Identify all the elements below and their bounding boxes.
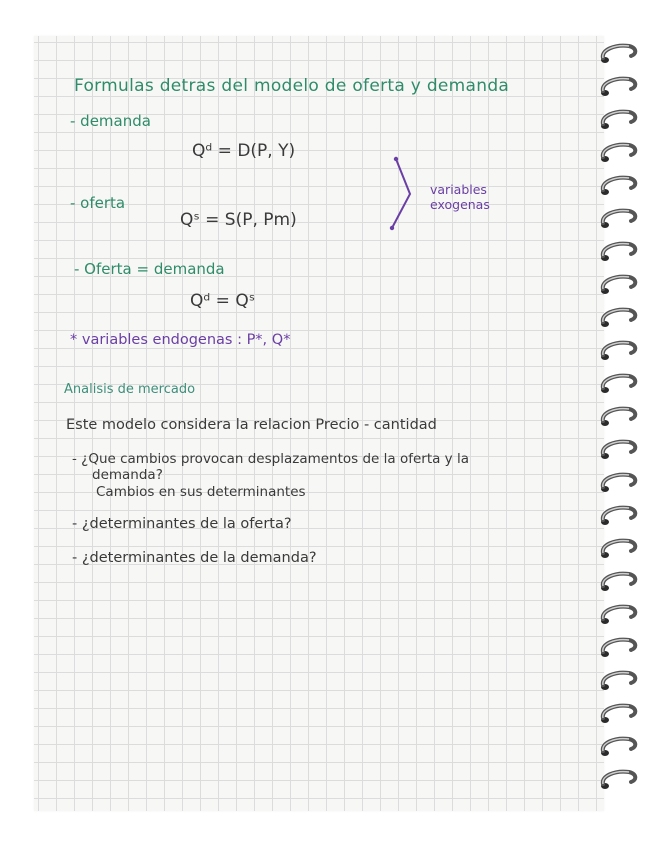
spiral-ring	[601, 409, 635, 426]
spiral-ring	[601, 706, 635, 723]
spiral-ring	[601, 376, 635, 393]
page-title: Formulas detras del modelo de oferta y demanda	[74, 76, 510, 96]
spiral-ring	[601, 79, 635, 96]
spiral-ring	[601, 244, 635, 261]
spiral-ring	[601, 343, 635, 360]
spiral-ring	[601, 211, 635, 228]
spiral-ring	[601, 277, 635, 294]
spiral-ring	[601, 145, 635, 162]
spiral-ring	[601, 640, 635, 657]
spiral-ring	[601, 772, 635, 789]
exogenas-line1: variables	[430, 182, 487, 197]
brace-icon	[386, 156, 426, 232]
oferta-equation: Qˢ = S(P, Pm)	[180, 210, 297, 230]
oferta-label: - oferta	[70, 194, 126, 212]
equilibrio-equation: Qᵈ = Qˢ	[190, 291, 256, 311]
spiral-rings	[597, 40, 643, 800]
equilibrio-label: - Oferta = demanda	[74, 260, 225, 278]
spiral-ring	[601, 46, 635, 63]
spiral-ring	[601, 574, 635, 591]
question-1-line1: - ¿Que cambios provocan desplazamentos de la oferta y la	[72, 451, 469, 467]
spiral-binding	[597, 40, 643, 800]
analisis-heading: Analisis de mercado	[64, 382, 196, 397]
spiral-ring	[601, 442, 635, 459]
exogenas-line2: exogenas	[430, 197, 490, 212]
spiral-ring	[601, 607, 635, 624]
spiral-ring	[601, 673, 635, 690]
demanda-label: - demanda	[70, 112, 151, 130]
question-1-answer: Cambios en sus determinantes	[96, 484, 306, 500]
spiral-ring	[601, 475, 635, 492]
demanda-equation: Qᵈ = D(P, Y)	[192, 141, 296, 161]
endogenas-note: * variables endogenas : P*, Q*	[70, 332, 291, 348]
question-1-line2: demanda?	[92, 467, 163, 483]
analisis-intro: Este modelo considera la relacion Precio - cantidad	[66, 417, 437, 433]
spiral-ring	[601, 310, 635, 327]
spiral-ring	[601, 541, 635, 558]
spiral-ring	[601, 739, 635, 756]
spiral-ring	[601, 112, 635, 129]
exogenas-note	[430, 182, 490, 212]
spiral-ring	[601, 178, 635, 195]
spiral-ring	[601, 508, 635, 525]
question-2: - ¿determinantes de la oferta?	[72, 516, 292, 532]
question-3: - ¿determinantes de la demanda?	[72, 550, 317, 566]
